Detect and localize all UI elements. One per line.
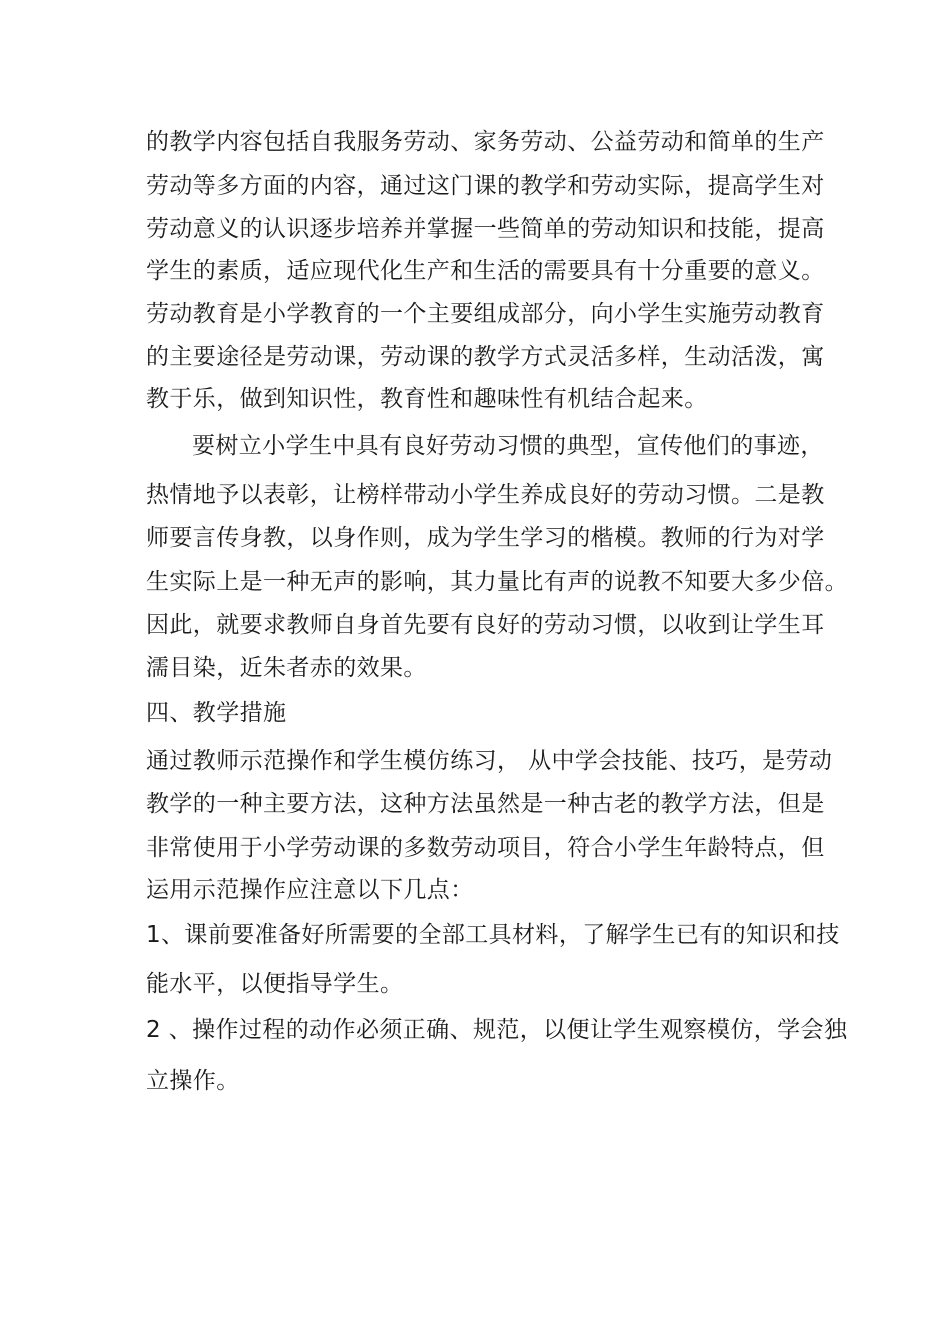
list-item: 2 、操作过程的动作必须正确、规范，以便让学生观察模仿，学会独 — [146, 1017, 848, 1043]
text-line: 劳动教育是小学教育的一个主要组成部分，向小学生实施劳动教育 — [146, 301, 825, 327]
text-line: 学生的素质，适应现代化生产和生活的需要具有十分重要的意义。 — [146, 258, 825, 284]
text-line: 濡目染，近朱者赤的效果。 — [146, 655, 427, 681]
list-item-continued: 能水平，以便指导学生。 — [146, 971, 404, 997]
text-line: 的教学内容包括自我服务劳动、家务劳动、公益劳动和简单的生产 — [146, 129, 825, 155]
text-line: 劳动意义的认识逐步培养并掌握一些简单的劳动知识和技能，提高 — [146, 216, 825, 242]
text-line: 教学的一种主要方法，这种方法虽然是一种古老的教学方法，但是 — [146, 791, 825, 817]
text-line: 生实际上是一种无声的影响，其力量比有声的说教不知要大多少倍。 — [146, 569, 848, 595]
text-line: 非常使用于小学劳动课的多数劳动项目，符合小学生年龄特点，但 — [146, 835, 825, 861]
text-line: 的主要途径是劳动课，劳动课的教学方式灵活多样，生动活泼，寓 — [146, 344, 825, 370]
text-line: 热情地予以表彰，让榜样带动小学生养成良好的劳动习惯。二是教 — [146, 482, 825, 508]
text-line: 通过教师示范操作和学生模仿练习， 从中学会技能、技巧，是劳动 — [146, 748, 833, 774]
text-line: 教于乐，做到知识性，教育性和趣味性有机结合起来。 — [146, 386, 708, 412]
section-heading: 四、教学措施 — [146, 700, 287, 726]
text-line: 要树立小学生中具有良好劳动习惯的典型，宣传他们的事迹， — [192, 433, 824, 459]
list-item: 1、课前要准备好所需要的全部工具材料，了解学生已有的知识和技 — [146, 922, 840, 948]
list-item-continued: 立操作。 — [146, 1068, 240, 1094]
text-line: 师要言传身教，以身作则，成为学生学习的楷模。教师的行为对学 — [146, 525, 825, 551]
text-line: 因此，就要求教师自身首先要有良好的劳动习惯，以收到让学生耳 — [146, 612, 825, 638]
text-line: 劳动等多方面的内容，通过这门课的教学和劳动实际，提高学生对 — [146, 173, 825, 199]
text-line: 运用示范操作应注意以下几点： — [146, 877, 474, 903]
